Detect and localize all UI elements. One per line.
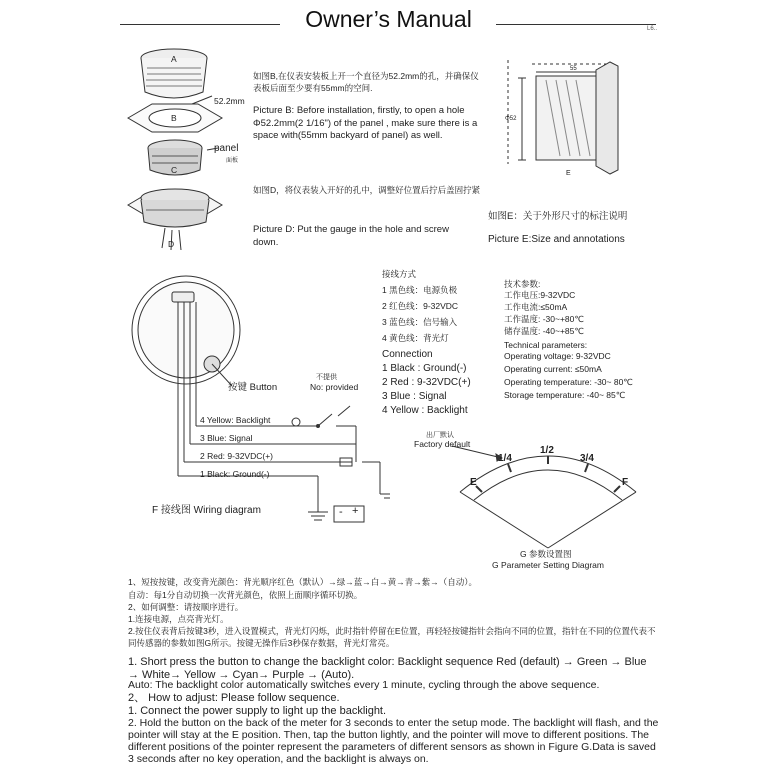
wiring-caption: F 接线图 Wiring diagram [152,505,261,516]
gauge-caption-en: G Parameter Setting Diagram [492,560,604,570]
connection-line-cn-2: 2 红色线：9-32VDC [382,301,459,311]
specs-line-en-3: Operating temperature: -30~ 80℃ [504,377,633,387]
specs-heading-cn: 技术参数: [504,279,541,289]
page-mark: L6.. [646,26,657,32]
not-provided-en: No: provided [310,382,359,392]
gauge-mark-e: E [470,477,477,488]
connection-heading-en: Connection [382,349,433,360]
picture-e-caption-cn: 如图E：关于外形尺寸的标注说明 [488,211,628,222]
instruction-en-2: Auto: The backlight color automatically switches every 1 minute, cycling through the above sequence. [128,679,600,691]
side-view-drawing [508,60,618,174]
picture-b-text-cn: 如图B,在仪表安装板上开一个直径为52.2mm的孔，并确保仪表板后面至少要有55mm的空间. [253,71,479,93]
specs-line-cn-4: 储存温度: -40~+85℃ [504,326,584,336]
connection-line-en-2: 2 Red : 9-32VDC(+) [382,377,471,388]
gauge-mark-three-quarter: 3/4 [580,453,594,464]
gauge-mark-quarter: 1/4 [498,453,512,464]
wire-label-black: 1 Black: Ground(-) [200,469,270,479]
part-label-e: E [566,170,571,177]
dim-top-label: 55 [570,66,577,72]
picture-d-text-en: Picture D: Put the gauge in the hole and screw down. [253,224,449,248]
instruction-en-3: 2、 How to adjust: Please follow sequence. [128,692,340,704]
instruction-cn-2: 自动：每1分自动切换一次背光颜色，依照上面顺序循环切换。 [128,590,363,600]
specs-line-cn-3: 工作温度: -30~+80℃ [504,314,584,324]
factory-default-cn: 出厂默认 [426,432,454,439]
instruction-cn-3: 2、如何调整：请按顺序进行。 [128,602,244,612]
battery-minus-label: - [339,506,343,518]
factory-default-en: Factory default [414,439,471,449]
wire-label-blue: 3 Blue: Signal [200,433,253,443]
gauge-mark-f: F [622,477,629,488]
dim-side-label: Φ52 [505,116,517,122]
part-label-d: D [168,239,175,249]
instruction-cn-4: 1.连接电源，点亮背光灯。 [128,614,229,624]
bulb-icon [292,418,300,426]
diameter-label: 52.2mm [214,96,245,106]
part-label-b: B [171,113,177,123]
connection-line-en-4: 4 Yellow : Backlight [382,405,468,416]
wire-label-yellow: 4 Yellow: Backlight [200,415,271,425]
gauge-mark-half: 1/2 [540,445,554,456]
part-label-a: A [171,54,177,64]
page-title: Owner’s Manual [305,6,472,32]
instruction-en-4: 1. Connect the power supply to light up the backlight. [128,705,387,717]
parameter-gauge-drawing [452,446,636,548]
not-provided-cn: 不提供 [316,374,337,381]
instruction-en-1: 1. Short press the button to change the backlight color: Backlight sequence Red (default) → Green → Blue → White→ Yellow → Cyan→ Purple → (Auto). [128,656,647,681]
specs-line-cn-2: 工作电流:≤50mA [504,302,568,312]
connection-line-en-1: 1 Black : Ground(-) [382,363,467,374]
panel-label: panel [214,143,239,154]
wiring-gauge-drawing [132,276,240,386]
connection-line-en-3: 3 Blue : Signal [382,391,447,402]
part-label-c: C [171,165,178,175]
connection-line-cn-3: 3 蓝色线：信号输入 [382,317,458,327]
connection-line-cn-4: 4 黄色线：背光灯 [382,333,449,343]
picture-b-text-en: Picture B: Before installation, firstly, to open a hole Φ52.2mm(2 1/16") of the panel , make sure there is a space with(55mm backyard of panel) as well. [253,105,478,141]
battery-plus-label: + [352,505,359,517]
instruction-cn-5: 2.按住仪表背后按键3秒，进入设置模式，背光灯闪烁，此时指针停留在E位置，再轻轻按键指针会指向不同的位置，指针在不同的位置代表不同传感器的参数如图G所示。按键无操作后3秒保存数据，背光灯常亮。 [128,626,656,648]
switch-icon [338,406,350,416]
specs-line-en-1: Operating voltage: 9-32VDC [504,351,611,361]
specs-heading-en: Technical parameters: [504,340,588,350]
picture-d-text-cn: 如图D，将仪表装入开好的孔中，调整好位置后拧后盖固拧紧 [253,185,481,195]
connection-line-cn-1: 1 黑色线：电源负极 [382,285,458,295]
button-label: 按键 Button [228,382,278,393]
assembled-gauge-drawing [128,189,222,250]
specs-line-en-2: Operating current: ≤50mA [504,364,602,374]
specs-line-en-4: Storage temperature: -40~ 85℃ [504,390,626,400]
instruction-cn-1: 1、短按按键，改变背光颜色：背光顺序红色（默认）→绿→蓝→白→黄→青→紫→（自动）。 [128,577,477,587]
panel-label-cn: 面板 [226,158,239,164]
connection-heading-cn: 接线方式 [382,269,417,279]
wire-label-red: 2 Red: 9-32VDC(+) [200,451,273,461]
gauge-caption-cn: G 参数设置图 [520,549,572,559]
instruction-en-5: 2. Hold the button on the back of the meter for 3 seconds to enter the setup mode. The backlight will flash, and the pointer will stay at the E position. Then, tap the button lightly, and the pointer will move to different positions. The different positions of the pointer represent the parameters of different sensors as shown in Figure G.Data is saved 3 seconds after no key operation, and the backlight is always on. [128,717,659,765]
specs-line-cn-1: 工作电压:9-32VDC [504,290,576,300]
picture-e-caption-en: Picture E:Size and annotations [488,234,625,245]
